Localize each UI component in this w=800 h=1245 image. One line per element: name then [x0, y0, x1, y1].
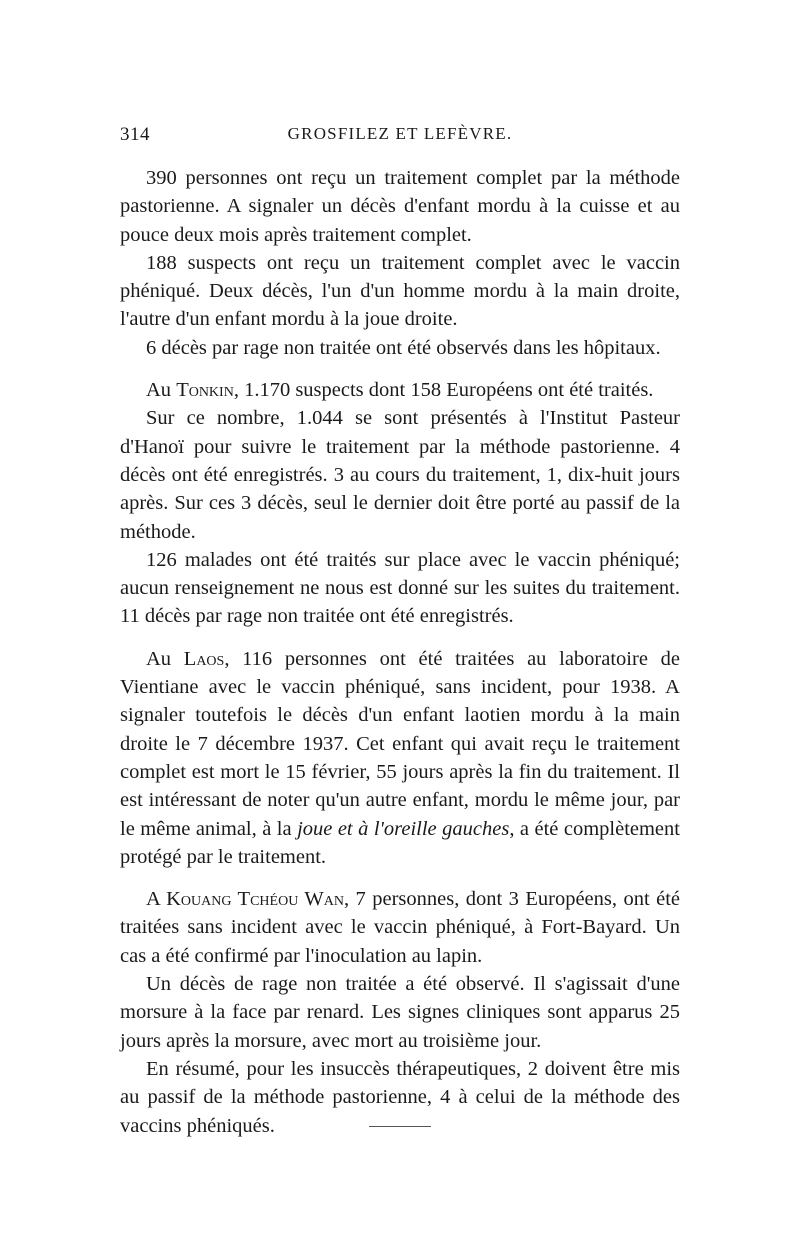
paragraph-deces-rage: Un décès de rage non traitée a été observé. Il s'agissait d'une morsure à la face par renard. Les signes cliniques sont apparus 25 jours après la morsure, avec mort au troisième jour.: [120, 973, 680, 1052]
paragraph-institut-pasteur: Sur ce nombre, 1.044 se sont présentés à l'Institut Pasteur d'Hanoï pour suivre le traitement par la méthode pastorienne. 4 décès ont été enregistrés. 3 au cours du traitement, 1, dix-huit jours après. Sur ces 3 décès, seul le dernier doit être porté au passif de la méthode.: [120, 407, 680, 543]
place-name-laos: Laos: [183, 647, 225, 670]
paragraph-traitement-pastorien: 390 personnes ont reçu un traitement complet par la méthode pastorienne. A signaler un décès d'enfant mordu à la cuisse et au pouce deux mois après traitement complet.: [120, 167, 680, 246]
paragraph-deces-hopitaux: 6 décès par rage non traitée ont été observés dans les hôpitaux.: [146, 336, 661, 359]
paragraph-text: , 116 personnes ont été traitées au laboratoire de Vientiane avec le vaccin phéniqué, sans incident, pour 1938. A signaler toutefois le décès d'un enfant laotien mordu à la main droite le 7 décembre 1937. Cet enfant qui avait reçu le traitement complet est mort le 15 février, 55 jours après la fin du traitement. Il est intéressant de noter qu'un autre enfant, mordu le même jour, par le même animal, à la: [120, 647, 681, 840]
italic-emphasis: joue et à l'oreille gauches: [297, 817, 510, 840]
paragraph-tonkin: [120, 376, 680, 404]
paragraph-malades-traites: 126 malades ont été traités sur place avec le vaccin phéniqué; aucun renseignement ne nous est donné sur les suites du traitement. 11 décès par rage non traitée ont été enregistrés.: [120, 548, 680, 628]
paragraph-text: , 1.170 suspects dont 158 Européens ont été traités.: [233, 379, 654, 402]
place-name-kouang-tcheou-wan: Kouang Tchéou Wan: [166, 888, 344, 911]
paragraph-laos: [120, 645, 680, 871]
paragraph-lead: Au: [146, 647, 184, 670]
paragraph-lead: Au: [146, 379, 177, 402]
paragraph-tail: , a été complètement protégé par le traitement.: [120, 817, 680, 868]
page-header: [120, 124, 680, 154]
place-name-tonkin: Tonkin: [176, 379, 234, 402]
paragraph-text: , 7 personnes, dont 3 Européens, ont été traitées sans incident avec le vaccin phéniqué, à Fort-Bayard. Un cas a été confirmé par l'inoculation au lapin.: [120, 888, 680, 967]
paragraph-kouang-tcheou-wan: [120, 885, 680, 970]
paragraph-lead: A: [146, 888, 167, 911]
body-text: [120, 164, 680, 1140]
running-head: GROSFILEZ ET LEFÈVRE.: [287, 124, 513, 143]
paragraph-resume: En résumé, pour les insuccès thérapeutiques, 2 doivent être mis au passif de la méthode pastorienne, 4 à celui de la méthode des vaccins phéniqués.: [120, 1057, 680, 1137]
page-number: 314: [120, 124, 150, 145]
section-end-rule: [369, 1126, 431, 1127]
paragraph-vaccin-phenique: 188 suspects ont reçu un traitement complet avec le vaccin phéniqué. Deux décès, l'un d'un homme mordu à la main droite, l'autre d'un enfant mordu à la joue droite.: [120, 251, 680, 331]
